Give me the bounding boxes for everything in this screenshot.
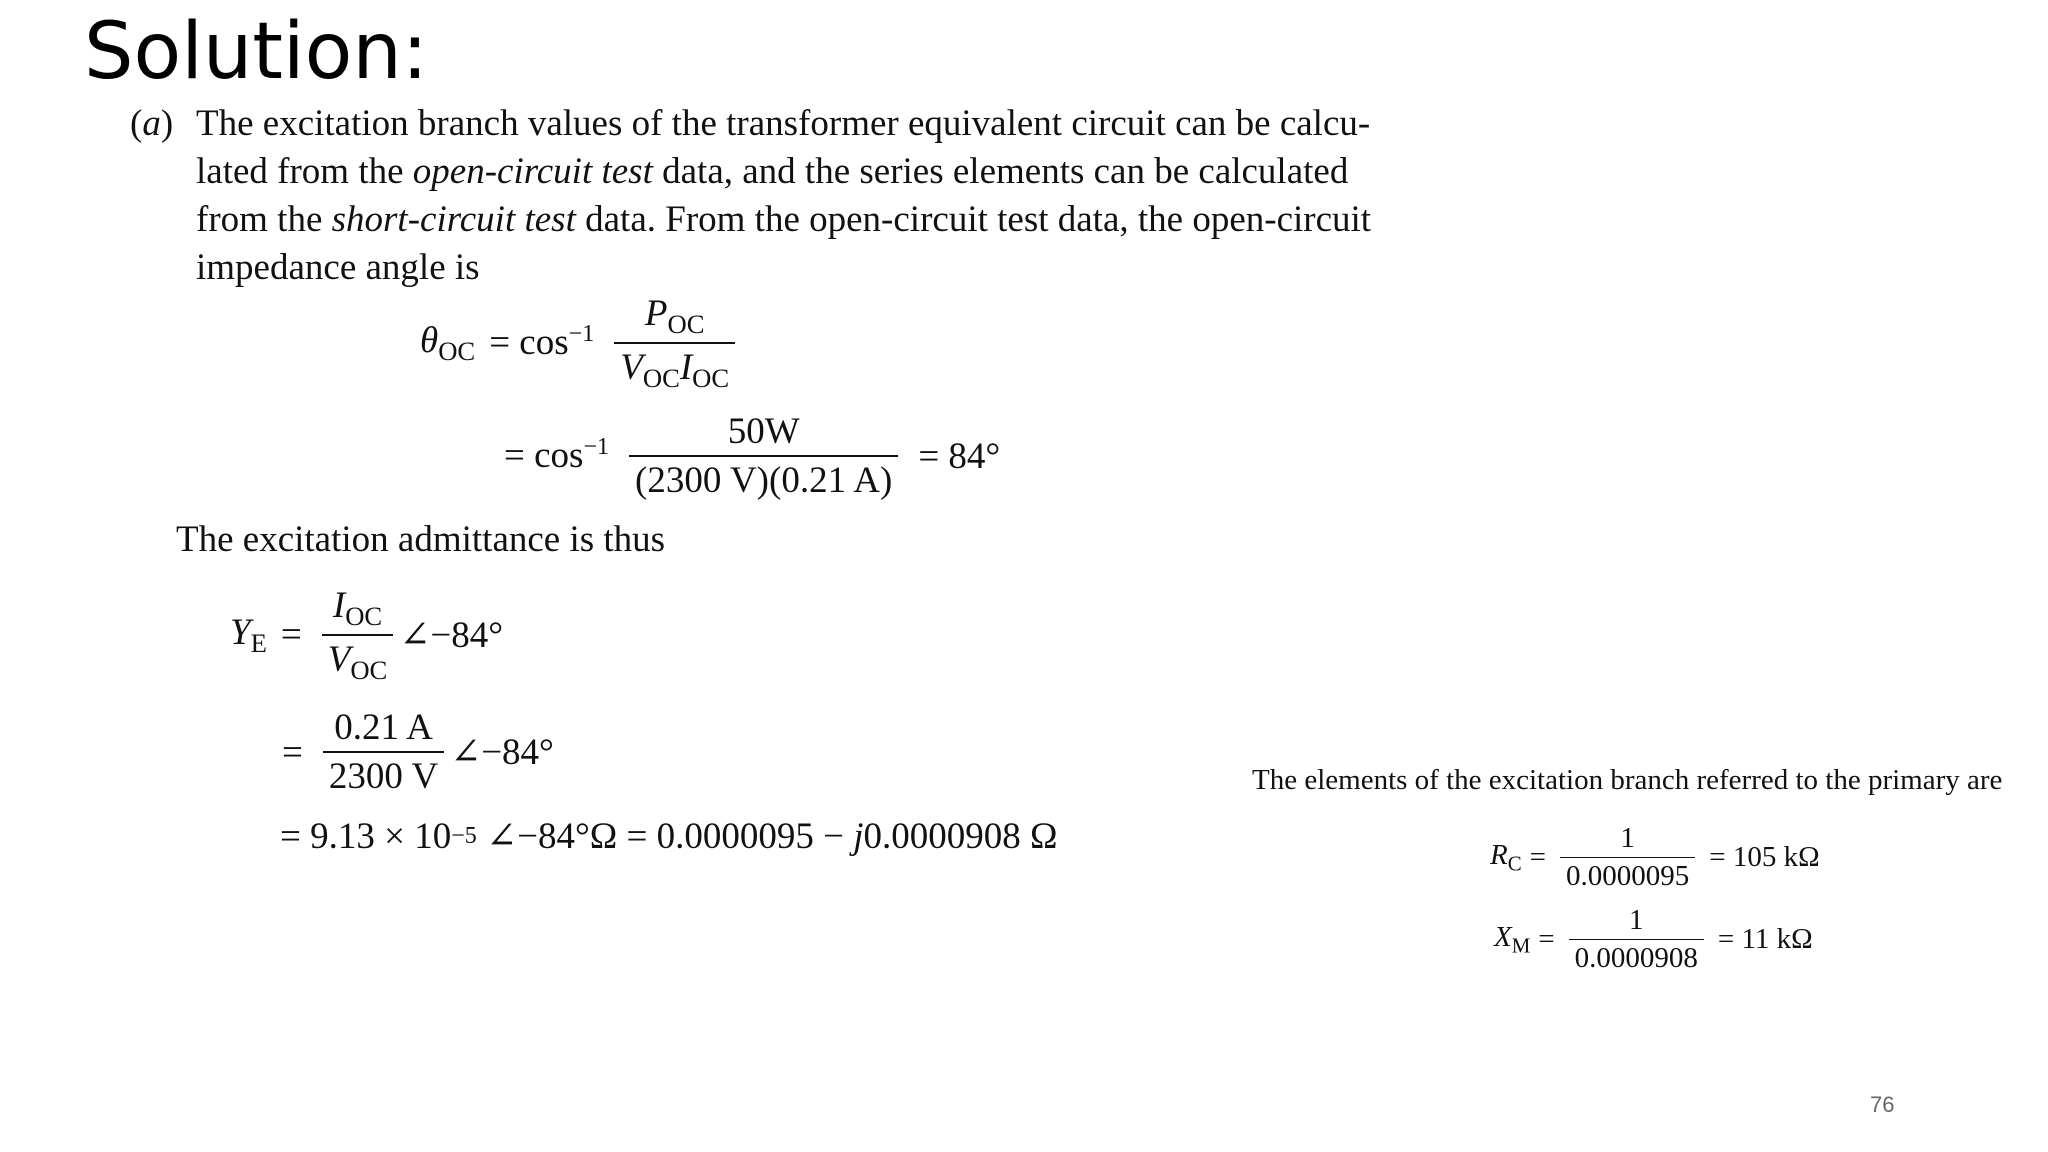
- rc-numerator: 1: [1620, 822, 1635, 854]
- equation-ye-result: [280, 814, 1058, 858]
- line3-text-b: data. From the open-circuit test data, the open-circuit: [575, 199, 1372, 240]
- xm-numerator: 1: [1629, 904, 1644, 936]
- equation-xm: [1494, 904, 1821, 975]
- rc-symbol: $R_C$: [1490, 838, 1522, 876]
- ye-symbol: $Y_E$: [230, 611, 267, 658]
- admittance-intro: The excitation admittance is thus: [176, 519, 666, 560]
- equation-theta-oc: [420, 292, 741, 394]
- page-number: 76: [1870, 1092, 1895, 1117]
- line2-emphasis: open-circuit test: [412, 151, 653, 192]
- ye-result-imag: 0.0000908 Ω: [863, 815, 1058, 857]
- equation-rc: [1490, 822, 1828, 893]
- line2-text-a: lated from the: [196, 151, 413, 192]
- equation-ye-numeric: [282, 706, 554, 798]
- rc-denominator: 0.0000095: [1560, 857, 1695, 893]
- denominator-vi: (2300 V)(0.21 A): [629, 455, 898, 502]
- paragraph-line-2: [196, 148, 1430, 196]
- line3-text-a: from the: [196, 199, 332, 240]
- fraction-i-over-v: [322, 584, 394, 686]
- equation-theta-numeric: [490, 410, 1014, 502]
- equals-sign: =: [280, 614, 302, 656]
- fraction-current-voltage: [323, 706, 444, 798]
- fraction-numerator: $P_{OC}$: [644, 293, 705, 339]
- line2-text-b: data, and the series elements can be calculated: [652, 151, 1349, 192]
- line3-emphasis: short-circuit test: [331, 199, 576, 240]
- part-a-letter: a: [142, 103, 161, 144]
- voltage-denominator: $V_{OC}$: [322, 634, 394, 686]
- ye-result-rect: ∠−84°Ω = 0.0000095 −: [476, 816, 854, 857]
- fraction-p-over-vi: [614, 292, 735, 394]
- part-a-label: (a): [130, 103, 174, 144]
- elements-intro: The elements of the excitation branch referred to the primary are: [1252, 764, 2003, 796]
- equals-sign-2: =: [282, 731, 303, 773]
- cos-inverse-2: = $\cos^{-1}$: [504, 434, 610, 477]
- numerator-power: 50W: [727, 411, 800, 452]
- paragraph-line-4: impedance angle is: [196, 247, 480, 288]
- slide-title: Solution:: [84, 7, 429, 97]
- paragraph-line-3: [196, 196, 1430, 244]
- fraction-denominator: $V_{OC}I_{OC}$: [614, 342, 735, 394]
- denominator-voltage: 2300 V: [323, 751, 444, 798]
- current-numerator: $I_{OC}$: [332, 585, 383, 631]
- angle-ye: ∠−84°: [399, 614, 503, 656]
- theta-symbol: $\theta_{OC}$: [420, 319, 476, 366]
- rc-result: = 105 kΩ: [1709, 841, 1820, 873]
- paragraph-line-1: The excitation branch values of the transformer equivalent circuit can be calcu-: [196, 103, 1371, 144]
- fraction-xm: [1569, 904, 1704, 975]
- imaginary-j: j: [853, 815, 864, 857]
- angle-result: = 84°: [918, 435, 1001, 477]
- numerator-current: 0.21 A: [334, 707, 433, 748]
- rc-equals: =: [1529, 841, 1547, 873]
- xm-symbol: $X_M$: [1494, 920, 1531, 958]
- xm-equals: =: [1538, 923, 1555, 955]
- xm-result: = 11 kΩ: [1717, 923, 1813, 955]
- equation-ye-symbolic: [230, 584, 503, 686]
- ye-result-magnitude: = 9.13 × 10: [280, 815, 452, 857]
- angle-ye-2: ∠−84°: [450, 732, 554, 773]
- xm-denominator: 0.0000908: [1569, 939, 1704, 975]
- ye-result-exponent: −5: [451, 822, 477, 849]
- fraction-numeric: [629, 410, 898, 502]
- part-a-paragraph: [130, 100, 1430, 292]
- cos-inverse: = $\cos^{-1}$: [489, 321, 595, 364]
- fraction-rc: [1560, 822, 1695, 893]
